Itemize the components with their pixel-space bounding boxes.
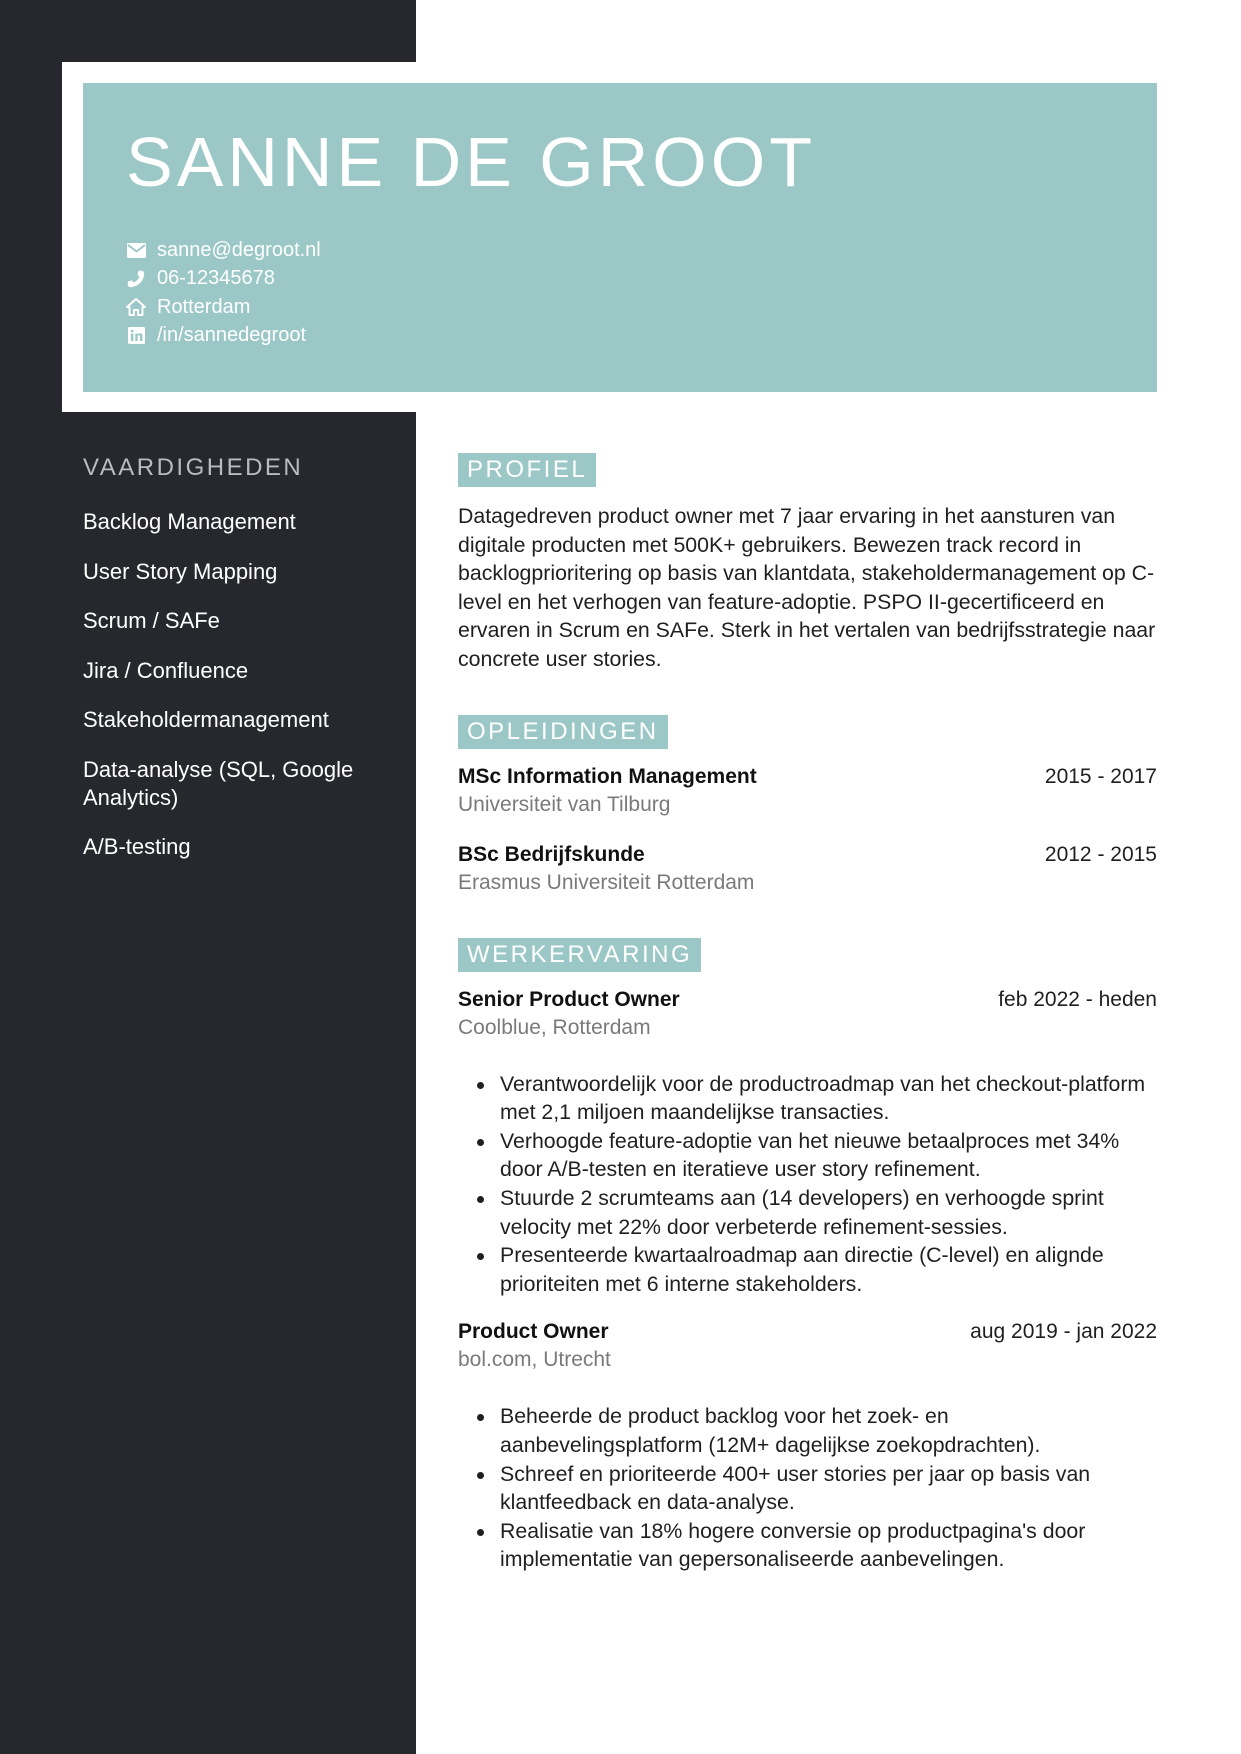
skills-list — [83, 508, 383, 883]
education-dates: 2015 - 2017 — [1044, 764, 1157, 788]
contact-linkedin-text: /in/sannedegroot — [157, 324, 307, 347]
skill-item: Scrum / SAFe — [83, 608, 220, 633]
job-role: Senior Product Owner — [458, 987, 680, 1011]
job-bullets — [458, 1070, 1157, 1299]
skills-heading: VAARDIGHEDEN — [83, 454, 304, 481]
contact-email[interactable] — [126, 236, 321, 265]
education-entry — [458, 841, 1157, 897]
job-role: Product Owner — [458, 1320, 609, 1344]
candidate-name: SANNE DE GROOT — [126, 123, 816, 201]
contact-phone-text: 06-12345678 — [157, 267, 275, 290]
skill-item: Backlog Management — [83, 509, 296, 534]
job-company: bol.com, Utrecht — [458, 1348, 611, 1372]
job-bullet: Realisatie van 18% hogere conversie op productpagina's door implementatie van gepersonaliseerde aanbevelingen. — [500, 1517, 1157, 1574]
contact-phone[interactable] — [126, 265, 321, 294]
job-entry-header — [458, 1318, 1157, 1346]
job-entry — [458, 1318, 1157, 1574]
education-section — [458, 715, 1157, 897]
school-name: Erasmus Universiteit Rotterdam — [458, 870, 755, 894]
linkedin-icon — [126, 326, 146, 346]
skill-item: Stakeholdermanagement — [83, 707, 329, 732]
job-bullet: Verhoogde feature-adoptie van het nieuwe betaalproces met 34% door A/B-testen en iteratieve user story refinement. — [500, 1127, 1157, 1184]
job-dates: aug 2019 - jan 2022 — [970, 1320, 1157, 1344]
profile-text: Datagedreven product owner met 7 jaar ervaring in het aansturen van digitale producten met 500K+ gebruikers. Bewezen track record in backlogprioritering op basis van klantdata, stakeholdermanagement op C-level en het verhogen van feature-adoptie. PSPO II-gecertificeerd en ervaren in Scrum en SAFe. Sterk in het vertalen van bedrijfsstrategie naar concrete user stories. — [458, 504, 1156, 671]
skill-item: Data-analyse (SQL, Google Analytics) — [83, 756, 354, 810]
education-entry-header — [458, 841, 1157, 869]
school-name: Universiteit van Tilburg — [458, 792, 671, 816]
job-bullet: Beheerde de product backlog voor het zoek- en aanbevelingsplatform (12M+ dagelijkse zoekopdrachten). — [500, 1402, 1157, 1459]
experience-heading: WERKERVARING — [458, 938, 701, 972]
envelope-icon — [126, 240, 146, 260]
contact-location — [126, 293, 321, 322]
education-entry — [458, 763, 1157, 819]
job-entry-header — [458, 986, 1157, 1014]
job-bullets — [458, 1402, 1157, 1574]
experience-section — [458, 938, 1157, 1574]
skill-item: A/B-testing — [83, 834, 191, 859]
profile-section — [458, 453, 1157, 674]
degree-title: BSc Bedrijfskunde — [458, 842, 645, 866]
education-entry-header — [458, 763, 1157, 791]
job-bullet: Verantwoordelijk voor de productroadmap van het checkout-platform met 2,1 miljoen maandelijkse transacties. — [500, 1070, 1157, 1127]
main-content — [458, 453, 1157, 1574]
contact-linkedin[interactable] — [126, 322, 321, 351]
job-bullet: Presenteerde kwartaalroadmap aan directie (C-level) en alignde prioriteiten met 6 interne stakeholders. — [500, 1241, 1157, 1298]
education-heading: OPLEIDINGEN — [458, 715, 668, 749]
skill-item: Jira / Confluence — [83, 657, 249, 683]
contact-location-text: Rotterdam — [157, 295, 251, 318]
job-bullet: Schreef en prioriteerde 400+ user stories per jaar op basis van klantfeedback en data-analyse. — [500, 1460, 1157, 1517]
job-company: Coolblue, Rotterdam — [458, 1015, 651, 1039]
job-dates: feb 2022 - heden — [998, 987, 1157, 1011]
contact-list — [126, 236, 321, 350]
skill-item: User Story Mapping — [83, 558, 278, 584]
job-bullet: Stuurde 2 scrumteams aan (14 developers) en verhoogde sprint velocity met 22% door verbeterde refinement-sessies. — [500, 1184, 1157, 1241]
profile-heading: PROFIEL — [458, 453, 596, 487]
home-icon — [126, 297, 146, 317]
job-entry — [458, 986, 1157, 1299]
phone-icon — [126, 269, 146, 289]
header — [83, 83, 1157, 392]
education-dates: 2012 - 2015 — [1044, 842, 1157, 866]
contact-email-text: sanne@degroot.nl — [157, 238, 321, 261]
degree-title: MSc Information Management — [458, 764, 757, 788]
